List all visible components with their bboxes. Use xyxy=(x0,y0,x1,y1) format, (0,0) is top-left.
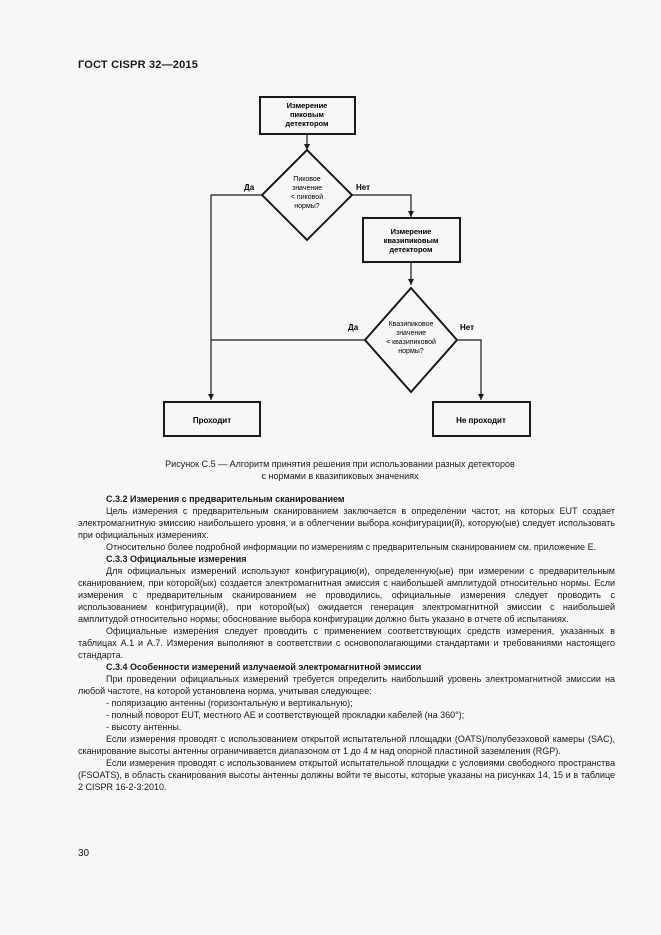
decision-flowchart xyxy=(0,0,661,450)
diamond2-line2: значение xyxy=(395,330,427,337)
section-c33-title: С.3.3 Официальные измерения xyxy=(106,554,247,564)
section-c33-paragraph-2: Официальные измерения следует проводить с применением соответствующих средств измерения, указанных в таблицах А.1 и А.7. Измерения выполняют в соответствии с основополагающими стандартами и требованиями настоящего стандарта. xyxy=(78,626,615,660)
diamond1-line3: < пиковой xyxy=(290,194,324,201)
caption-line-1: Рисунок С.5 — Алгоритм принятия решения при использовании разных детекторов xyxy=(165,459,515,469)
page-number: 30 xyxy=(78,848,90,859)
box1-line1: Измерение xyxy=(286,101,328,110)
section-c33-paragraph-1: Для официальных измерений используют конфигурацию(и), определенную(ые) при измерении с предварительным сканированием, при которой(ых) создается электромагнитная эмиссия с наибольшей амплитудой относительно нормы. Если измерения с предварительным сканированием не проводились, официальные измерения следует проводить с использованием конфигурации(й), при которой(ых) ожидается генерация электромагнитной эмиссии с наибольшей амплитудой относительно нормы; обоснование выбора конфигурации должно быть указано в отчете об испытаниях. xyxy=(78,566,615,624)
document-header: ГОСТ CISPR 32—2015 xyxy=(78,59,199,71)
pass-label: Проходит xyxy=(192,416,232,425)
document-body xyxy=(78,493,615,793)
figure-caption xyxy=(120,458,560,482)
section-c34-list-item-1: - поляризацию антенны (горизонтальную и вертикальную); xyxy=(106,698,353,708)
box2-line1: Измерение xyxy=(390,227,432,236)
section-c34-paragraph-3: Если измерения проводят с использованием открытой испытательной площадки с условиями свободного пространства (FSOATS), в область сканирования высоты антенны должны войти те высоты, которые указаны на рисунках 14, 15 и в таблице 2 CISPR 16-2-3:2010. xyxy=(78,758,615,792)
diamond1-line1: Пиковое xyxy=(293,176,321,183)
section-c32-paragraph-2: Относительно более подробной информации по измерениям с предварительным сканированием см. приложение Е. xyxy=(106,542,597,552)
yes-label-1: Да xyxy=(244,183,255,192)
diamond2-line1: Квазипиковое xyxy=(388,321,434,328)
section-c32-paragraph-1: Цель измерения с предварительным сканированием заключается в определении частот, на которых EUT создает электромагнитную эмиссию наибольшего уровня, и в облегчении выбора конфигурации(й), которую(ые) следует использовать при официальных измерениях. xyxy=(78,506,615,540)
box1-line2: пиковым xyxy=(290,110,324,119)
section-c34-list-item-3: - высоту антенны. xyxy=(106,722,182,732)
diamond2-line4: нормы? xyxy=(398,348,424,355)
yes-label-2: Да xyxy=(348,323,359,332)
diamond2-line3: < квазипиковой xyxy=(386,339,436,346)
diamond1-line2: значение xyxy=(291,185,323,192)
section-c34-paragraph-1: При проведении официальных измерений требуется определить наибольший уровень электромагнитной эмиссии на любой частоте, на которой установлена норма, учитывая следующее: xyxy=(78,674,615,696)
no-label-1: Нет xyxy=(356,183,371,192)
section-c34-paragraph-2: Если измерения проводят с использованием открытой испытательной площадки (OATS)/полубезэховой камеры (SAC), сканирование высоты антенны ограничивается диапазоном от 1 до 4 м над опорной пластиной заземления (RGP). xyxy=(78,734,615,756)
diamond1-line4: нормы? xyxy=(294,203,320,210)
section-c32-title: С.3.2 Измерения с предварительным сканированием xyxy=(106,494,345,504)
fail-label: Не проходит xyxy=(456,416,506,425)
box2-line3: детектором xyxy=(389,245,433,254)
caption-line-2: с нормами в квазипиковых значениях xyxy=(261,471,419,481)
box2-line2: квазипиковым xyxy=(383,236,439,245)
no-label-2: Нет xyxy=(460,323,475,332)
section-c34-title: С.3.4 Особенности измерений излучаемой электромагнитной эмиссии xyxy=(106,662,422,672)
box1-line3: детектором xyxy=(285,119,329,128)
section-c34-list-item-2: - полный поворот EUT, местного АЕ и соответствующей прокладки кабелей (на 360°); xyxy=(106,710,465,720)
